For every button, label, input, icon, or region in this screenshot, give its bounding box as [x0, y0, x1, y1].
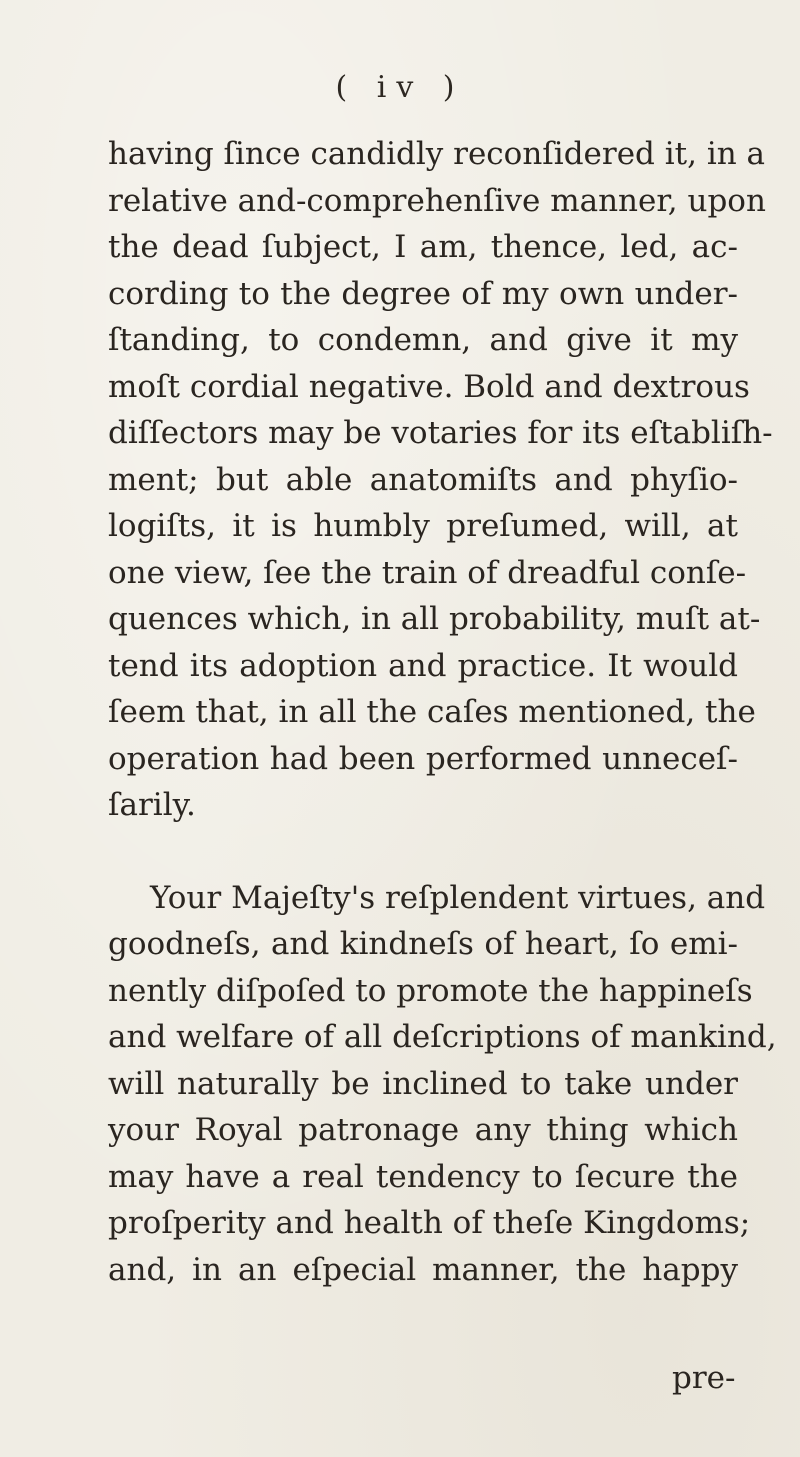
text-line: cording to the degree of my own under-: [108, 275, 738, 312]
text-line: ſarily.: [108, 787, 196, 823]
text-line: may have a real tendency to ſecure the: [108, 1158, 738, 1195]
text-line: proſperity and health of theſe Kingdoms;: [108, 1205, 751, 1241]
text-line: one view, ſee the train of dreadful conſe-: [108, 554, 747, 591]
text-line: goodneſs, and kindneſs of heart, ſo emi-: [108, 926, 738, 962]
text-line: relative and-comprehenſive manner, upon: [108, 182, 766, 219]
paragraph-gap: [108, 829, 738, 875]
paragraph-2: [108, 875, 777, 1294]
text-line: and, in an eſpecial manner, the happy: [108, 1251, 738, 1288]
text-line: tend its adoption and practice. It would: [108, 647, 738, 684]
text-line: diſſectors may be votaries for its eſtabliſh-: [108, 415, 773, 451]
text-line: nently diſpoſed to promote the happineſs: [108, 972, 753, 1009]
text-line: quences which, in all probability, muſt at-: [108, 601, 761, 637]
page-number-header: ( iv ): [335, 70, 465, 105]
text-line: will naturally be inclined to take under: [108, 1065, 738, 1102]
text-line: operation had been performed unneceſ-: [108, 740, 738, 777]
text-line: ment; but able anatomiſts and phyſio-: [108, 461, 738, 498]
text-line: Your Majeſty's reſplendent virtues, and: [150, 879, 766, 916]
text-line: moſt cordial negative. Bold and dextrous: [108, 368, 750, 405]
text-line: and welfare of all deſcriptions of mankind,: [108, 1019, 777, 1055]
text-line: ſeem that, in all the caſes mentioned, the: [108, 694, 756, 730]
catchword: pre-: [672, 1360, 736, 1396]
body-text: [108, 131, 777, 1293]
text-line: logiſts, it is humbly preſumed, will, at: [108, 508, 738, 544]
text-line: ſtanding, to condemn, and give it my: [108, 322, 738, 358]
text-line: the dead ſubject, I am, thence, led, ac-: [108, 229, 738, 265]
text-line: having ſince candidly reconſidered it, in a: [108, 136, 766, 172]
paragraph-1: [108, 131, 773, 829]
text-line: your Royal patronage any thing which: [108, 1112, 738, 1148]
